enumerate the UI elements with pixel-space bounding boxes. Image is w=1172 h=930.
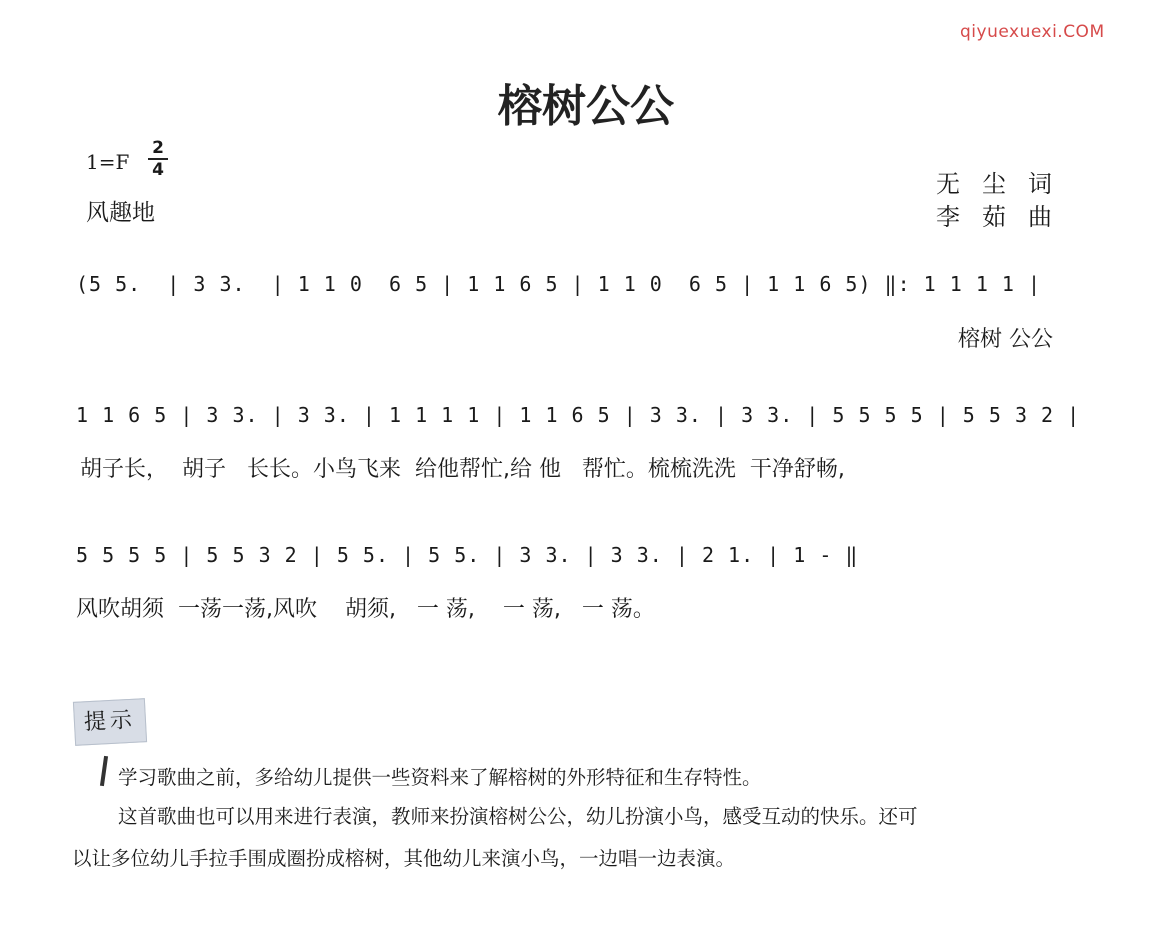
score-row-3-lyrics: 风吹胡须 一荡一荡,风吹 胡须, 一 荡, 一 荡, 一 荡。 — [76, 597, 655, 622]
tip-label-text: 提示 — [83, 707, 137, 736]
tip-label — [73, 698, 147, 746]
tempo-marking: 风趣地 — [86, 200, 155, 226]
tip-line-1: 学习歌曲之前，多给幼儿提供一些资料来了解榕树的外形特征和生存特性。 — [118, 766, 762, 789]
score-row-1-lyrics: 榕树 公公 — [958, 327, 1053, 352]
composer-credit: 李茹曲 — [936, 203, 1074, 231]
time-signature-bottom: 4 — [152, 160, 164, 180]
score-row-3-notes: 5 5 5 5 | 5 5 3 2 | 5 5. | 5 5. | 3 3. | 3 3. | 2 1. | 1 - ‖ — [76, 543, 859, 567]
score-row-2-notes: 1 1 6 5 | 3 3. | 3 3. | 1 1 1 1 | 1 1 6 5 | 3 3. | 3 3. | 5 5 5 5 | 5 5 3 2 | — [76, 403, 1081, 427]
key-signature: 1=F — [86, 150, 130, 174]
watermark: qiyuexuexi.COM — [960, 22, 1105, 42]
tip-line-3: 以让多位幼儿手拉手围成圈扮成榕树，其他幼儿来演小鸟，一边唱一边表演。 — [72, 847, 736, 870]
score-row-2-lyrics: 胡子长， 胡子 长长。小鸟飞来 给他帮忙,给 他 帮忙。梳梳洗洗 干净舒畅, — [80, 457, 845, 482]
time-signature-top: 2 — [152, 138, 164, 158]
tip-line-2: 这首歌曲也可以用来进行表演，教师来扮演榕树公公，幼儿扮演小鸟，感受互动的快乐。还可 — [118, 805, 918, 828]
time-signature — [148, 139, 168, 179]
tip-mark — [100, 756, 108, 786]
song-title: 榕树公公 — [498, 81, 674, 132]
score-row-1-notes: (5 5. | 3 3. | 1 1 0 6 5 | 1 1 6 5 | 1 1 0 6 5 | 1 1 6 5) ‖: 1 1 1 1 | — [76, 272, 1042, 296]
lyricist-credit: 无尘词 — [936, 170, 1074, 198]
